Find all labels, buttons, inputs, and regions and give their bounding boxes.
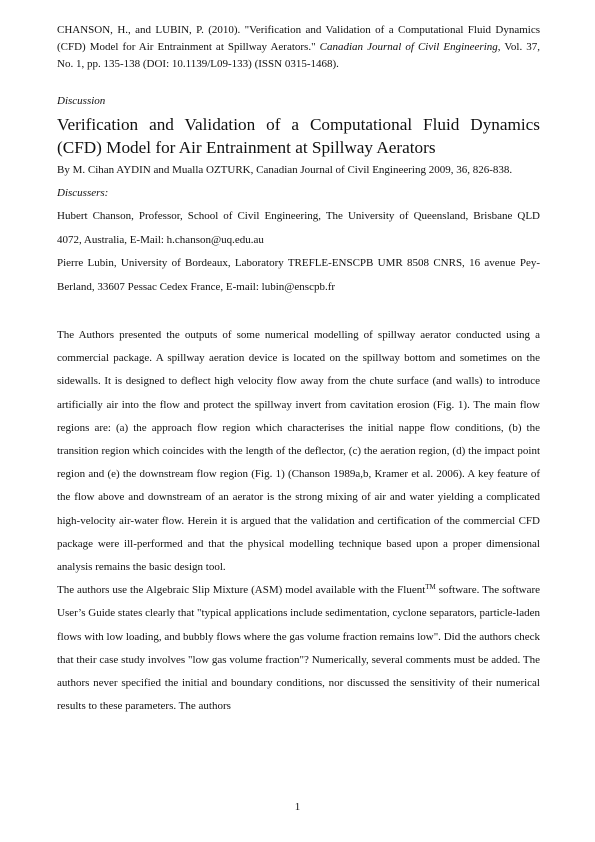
document-page (57, 22, 540, 718)
body-paragraph (57, 579, 540, 718)
byline: By M. Cihan AYDIN and Mualla OZTURK, Canadian Journal of Civil Engineering 2009, 36, 826-838. (57, 164, 513, 176)
paragraph-text: The authors use the Algebraic Slip Mixture (ASM) model available with the Fluent (57, 584, 426, 597)
citation-header (57, 22, 540, 73)
discusser-affiliation: Pierre Lubin, University of Bordeaux, Laboratory TREFLE-ENSCPB UMR 8508 CNRS, 16 avenue Pey-Berland, 33607 Pessac Cedex France, E-mail: lubin@enscpb.fr (57, 257, 540, 293)
paper-title: Verification and Validation of a Computational Fluid Dynamics (CFD) Model for Air Entrainment at Spillway Aerators (57, 115, 540, 157)
citation-text: CHANSON, H., and LUBIN, P. (2010). "Verification and Validation of a Computational Fluid Dynamics (CFD) Model for Air Entrainment at Spillway Aerators." (57, 24, 540, 53)
discussers-label: Discussers: (57, 187, 109, 199)
citation-journal: Canadian Journal of Civil Engineering (319, 41, 498, 53)
discussion-label: Discussion (57, 95, 106, 107)
body-paragraph: The Authors presented the outputs of some numerical modelling of spillway aerator conducted using a commercial package. A spillway aeration device is located on the spillway bottom and sometimes on the sidewalls. It is designed to deflect high velocity flow away from the chute surface (and walls) to introduce artificially air into the flow and protect the spillway invert from cavitation erosion (Fig. 1). The main flow regions are: (a) the approach flow region which characterises the initial nappe flow conditions, (b) the transition region which coincides with the length of the deflector, (c) the aeration region, (d) the impact point region and (e) the downstream flow region (Fig. 1) (Chanson 1989a,b, Kramer et al. 2006). A key feature of the flow above and downstream of an aerator is the strong mixing of air and water yielding a complicated high-velocity air-water flow. Herein it is argued that the validation and certification of the commercial CFD package were ill-performed and that the physical modelling technique based upon a proper dimensional analysis remains the basic design tool. (57, 329, 540, 574)
trademark-superscript: TM (425, 583, 436, 592)
page-number: 1 (294, 801, 301, 813)
citation-details: , Vol. 37, No. 1, pp. 135-138 (DOI: 10.1139/L09-133) (ISSN 0315-1468). (57, 41, 540, 70)
discusser-affiliation: Hubert Chanson, Professor, School of Civil Engineering, The University of Queensland, Brisbane QLD 4072, Australia, E-Mail: h.chanson@uq.edu.au (57, 210, 540, 246)
paragraph-text: software. The software User’s Guide states clearly that "typical applications include sedimentation, cyclone separators, particle-laden flows with low loading, and bubbly flows where the gas volume fraction remains low". Did the authors check that their case study involves "low gas volume fraction"? Numerically, several comments must be added. The authors never specified the initial and boundary conditions, nor discussed the sensitivity of their numerical results to these parameters. The authors (57, 584, 540, 713)
